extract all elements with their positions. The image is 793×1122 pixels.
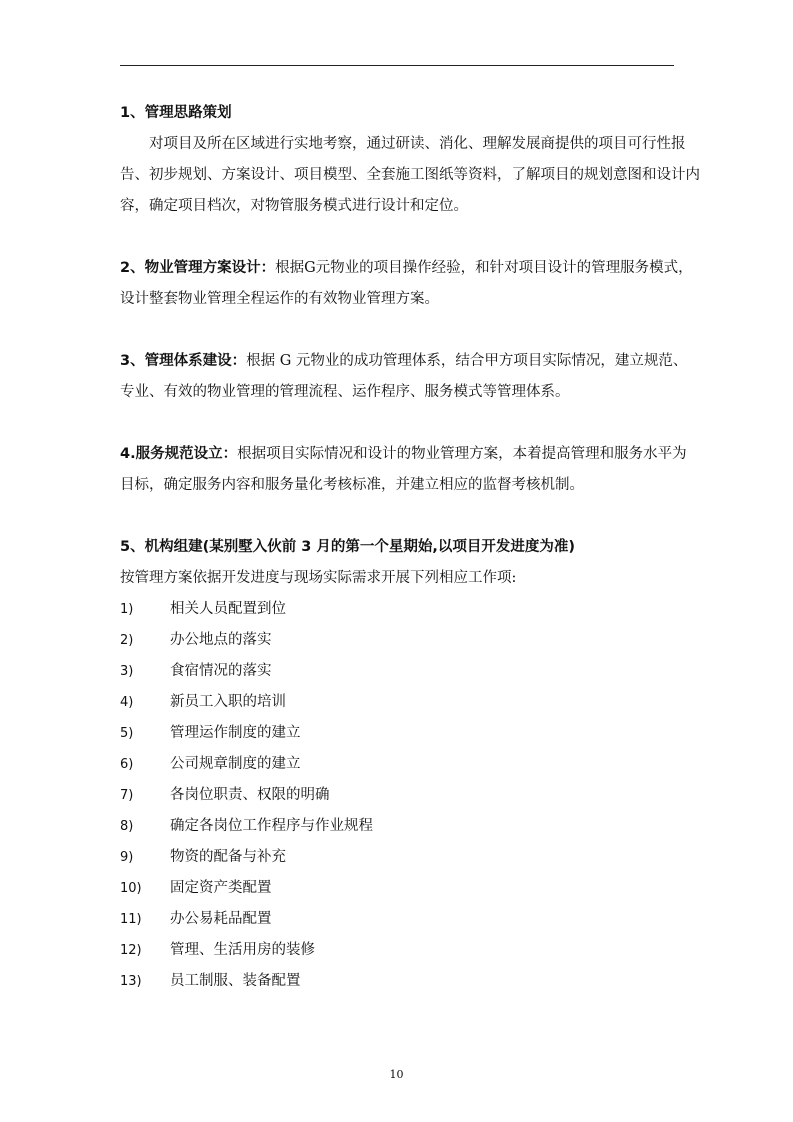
list-item-number: 7) <box>120 788 134 803</box>
list-item <box>120 873 700 904</box>
list-item-number: 2) <box>120 633 134 648</box>
list-item-number: 5) <box>120 726 134 741</box>
list-item-text: 新员工入职的培训 <box>170 694 286 710</box>
list-item-text: 相关人员配置到位 <box>170 601 286 617</box>
list-item-text: 管理运作制度的建立 <box>170 725 301 741</box>
list-item <box>120 594 700 625</box>
list-item-number: 12) <box>120 943 142 958</box>
work-item-list <box>120 594 700 997</box>
section-1-heading: 1、管理思路策划 <box>120 105 232 121</box>
list-item <box>120 718 700 749</box>
list-item-number: 4) <box>120 695 134 710</box>
list-item <box>120 780 700 811</box>
header-rule <box>120 65 674 66</box>
list-item-text: 各岗位职责、权限的明确 <box>170 787 330 803</box>
list-item-text: 办公地点的落实 <box>170 632 272 648</box>
list-item-number: 8) <box>120 819 134 834</box>
section-2-body: 根据G元物业的项目操作经验，和针对项目设计的管理服务模式，设计整套物业管理全程运作的有效物业管理方案。 <box>120 260 693 307</box>
list-item-text: 确定各岗位工作程序与作业规程 <box>170 818 373 834</box>
list-item <box>120 687 700 718</box>
list-item-text: 办公易耗品配置 <box>170 911 272 927</box>
list-item <box>120 625 700 656</box>
section-3-heading: 3、管理体系建设： <box>120 353 247 369</box>
document-body <box>120 98 700 997</box>
section-5-intro: 按管理方案依据开发进度与现场实际需求开展下列相应工作项: <box>120 570 517 586</box>
section-1-body: 对项目及所在区域进行实地考察，通过研读、消化、理解发展商提供的项目可行性报告、初步规划、方案设计、项目模型、全套施工图纸等资料，了解项目的规划意图和设计内容，确定项目档次，对物管服务模式进行设计和定位。 <box>120 136 700 214</box>
list-item-text: 固定资产类配置 <box>170 880 272 896</box>
section-2-heading: 2、物业管理方案设计： <box>120 260 276 276</box>
list-item-number: 3) <box>120 664 134 679</box>
section-5 <box>120 532 700 997</box>
list-item <box>120 842 700 873</box>
section-1 <box>120 98 700 222</box>
list-item-text: 物资的配备与补充 <box>170 849 286 865</box>
list-item-number: 6) <box>120 757 134 772</box>
list-item-text: 管理、生活用房的装修 <box>170 942 315 958</box>
section-4-body: 根据项目实际情况和设计的物业管理方案，本着提高管理和服务水平为目标，确定服务内容和服务量化考核标准，并建立相应的监督考核机制。 <box>120 446 687 493</box>
page-number: 10 <box>389 1068 404 1081</box>
list-item-number: 11) <box>120 912 142 927</box>
list-item-number: 1) <box>120 602 134 617</box>
list-item <box>120 811 700 842</box>
list-item <box>120 904 700 935</box>
list-item-text: 食宿情况的落实 <box>170 663 272 679</box>
list-item-number: 13) <box>120 974 142 989</box>
list-item <box>120 656 700 687</box>
list-item-number: 9) <box>120 850 134 865</box>
section-5-heading: 5、机构组建(某别墅入伙前 3 月的第一个星期始,以项目开发进度为准) <box>120 539 576 555</box>
section-3 <box>120 346 700 408</box>
section-3-body: 根据 G 元物业的成功管理体系，结合甲方项目实际情况，建立规范、专业、有效的物业管理的管理流程、运作程序、服务模式等管理体系。 <box>120 353 688 400</box>
list-item-number: 10) <box>120 881 142 896</box>
section-4-heading: 4.服务规范设立： <box>120 446 238 462</box>
section-2 <box>120 253 700 315</box>
list-item-text: 员工制服、装备配置 <box>170 973 301 989</box>
list-item <box>120 935 700 966</box>
section-4 <box>120 439 700 501</box>
list-item-text: 公司规章制度的建立 <box>170 756 301 772</box>
list-item <box>120 966 700 997</box>
list-item <box>120 749 700 780</box>
